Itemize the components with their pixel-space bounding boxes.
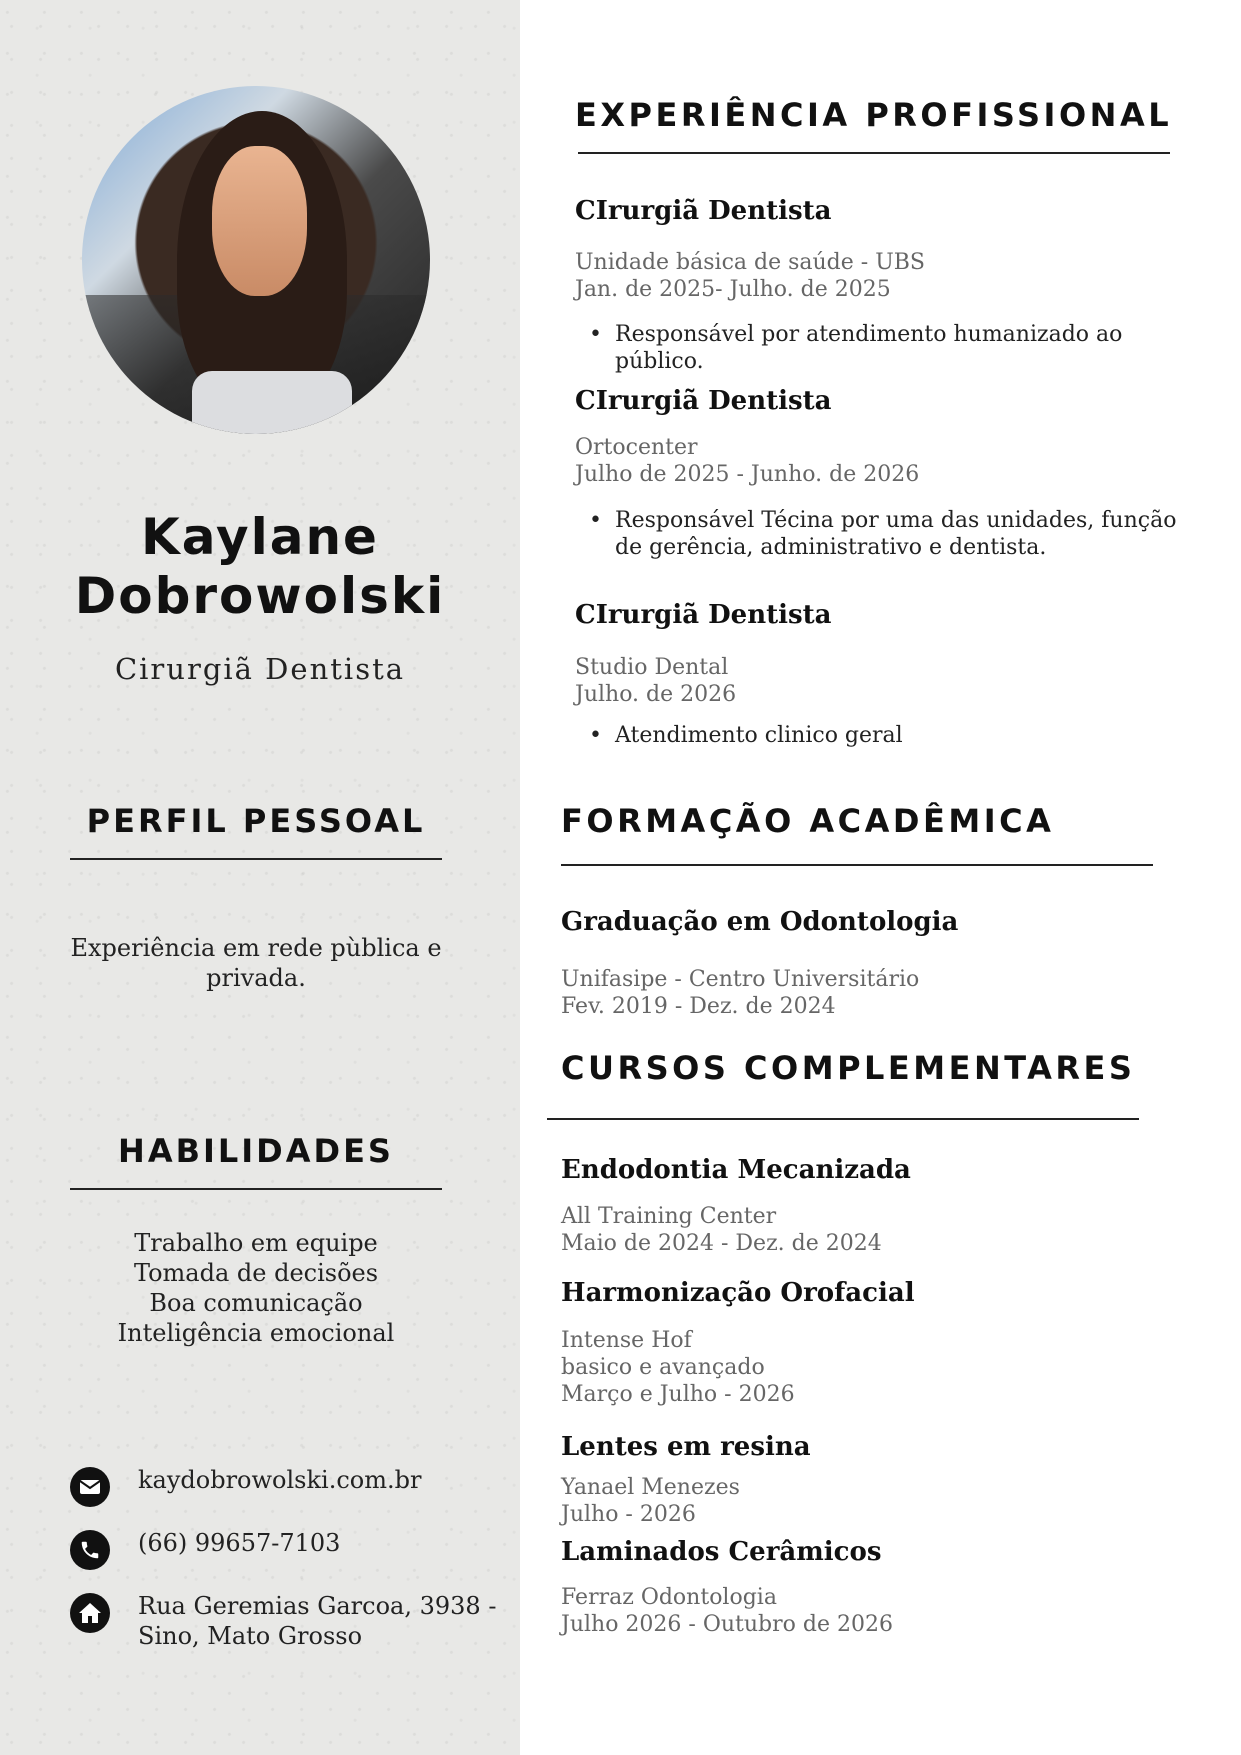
skill-item: Tomada de decisões xyxy=(133,1259,379,1287)
sidebar xyxy=(0,0,520,1755)
course-title: Lentes em resina xyxy=(561,1432,811,1462)
course-title: Endodontia Mecanizada xyxy=(561,1155,911,1185)
job-bullet: • Atendimento clinico geral xyxy=(575,722,1175,749)
job-period: Jan. de 2025- Julho. de 2025 xyxy=(575,277,891,302)
education-title: Graduação em Odontologia xyxy=(561,907,959,937)
job-org: Studio Dental xyxy=(575,655,729,680)
course-line: Julho - 2026 xyxy=(561,1502,696,1527)
job-org: Unidade básica de saúde - UBS xyxy=(575,250,925,275)
course-line: Março e Julho - 2026 xyxy=(561,1382,795,1407)
skills-divider xyxy=(70,1188,442,1190)
job-org: Ortocenter xyxy=(575,435,698,460)
person-role: Cirurgiã Dentista xyxy=(114,652,406,686)
job-bullet: • Responsável Técina por uma das unidades, função de gerência, administrativo e dentista. xyxy=(575,507,1205,561)
skill-item: Trabalho em equipe xyxy=(134,1229,378,1257)
contact-phone xyxy=(70,1528,510,1570)
home-icon xyxy=(70,1593,110,1633)
job-title: CIrurgiã Dentista xyxy=(575,386,832,416)
contact-email xyxy=(70,1465,510,1507)
email-icon xyxy=(70,1467,110,1507)
education-org: Unifasipe - Centro Universitário xyxy=(561,967,920,992)
course-title: Harmonização Orofacial xyxy=(561,1278,915,1308)
experience-heading: EXPERIÊNCIA PROFISSIONAL xyxy=(575,96,1173,134)
profile-divider xyxy=(70,858,442,860)
course-line: Maio de 2024 - Dez. de 2024 xyxy=(561,1231,882,1256)
phone-text: (66) 99657-7103 xyxy=(138,1529,341,1557)
job-title: CIrurgiã Dentista xyxy=(575,600,832,630)
name-first: Kaylane xyxy=(141,508,379,566)
profile-text: Experiência em rede pùblica e privada. xyxy=(70,934,442,992)
job-bullet: • Responsável por atendimento humanizado ao público. xyxy=(575,321,1175,375)
profile-photo xyxy=(82,86,430,434)
skill-item: Boa comunicação xyxy=(149,1289,363,1317)
course-line: Intense Hof xyxy=(561,1328,692,1353)
education-period: Fev. 2019 - Dez. de 2024 xyxy=(561,994,836,1019)
experience-divider xyxy=(578,152,1170,154)
course-line: Ferraz Odontologia xyxy=(561,1585,777,1610)
profile-heading: PERFIL PESSOAL xyxy=(86,802,426,840)
job-period: Julho de 2025 - Junho. de 2026 xyxy=(575,462,920,487)
course-title: Laminados Cerâmicos xyxy=(561,1537,882,1567)
email-text: kaydobrowolski.com.br xyxy=(138,1466,422,1494)
phone-icon xyxy=(70,1530,110,1570)
address-text: Rua Geremias Garcoa, 3938 - Sino, Mato Grosso xyxy=(138,1592,497,1650)
course-line: Yanael Menezes xyxy=(561,1475,740,1500)
main-content xyxy=(520,0,1241,1755)
skill-item: Inteligência emocional xyxy=(117,1319,395,1347)
contact-address xyxy=(70,1591,510,1651)
name-last: Dobrowolski xyxy=(74,567,446,625)
skills-list xyxy=(50,1228,462,1348)
courses-heading: CURSOS COMPLEMENTARES xyxy=(561,1049,1136,1087)
education-divider xyxy=(561,864,1153,866)
job-title: CIrurgiã Dentista xyxy=(575,196,832,226)
course-line: All Training Center xyxy=(561,1204,777,1229)
job-period: Julho. de 2026 xyxy=(575,682,737,707)
course-line: basico e avançado xyxy=(561,1355,765,1380)
skills-heading: HABILIDADES xyxy=(118,1132,394,1170)
education-heading: FORMAÇÃO ACADÊMICA xyxy=(561,802,1055,840)
person-name xyxy=(20,508,500,626)
courses-divider xyxy=(547,1118,1139,1120)
course-line: Julho 2026 - Outubro de 2026 xyxy=(561,1612,893,1637)
